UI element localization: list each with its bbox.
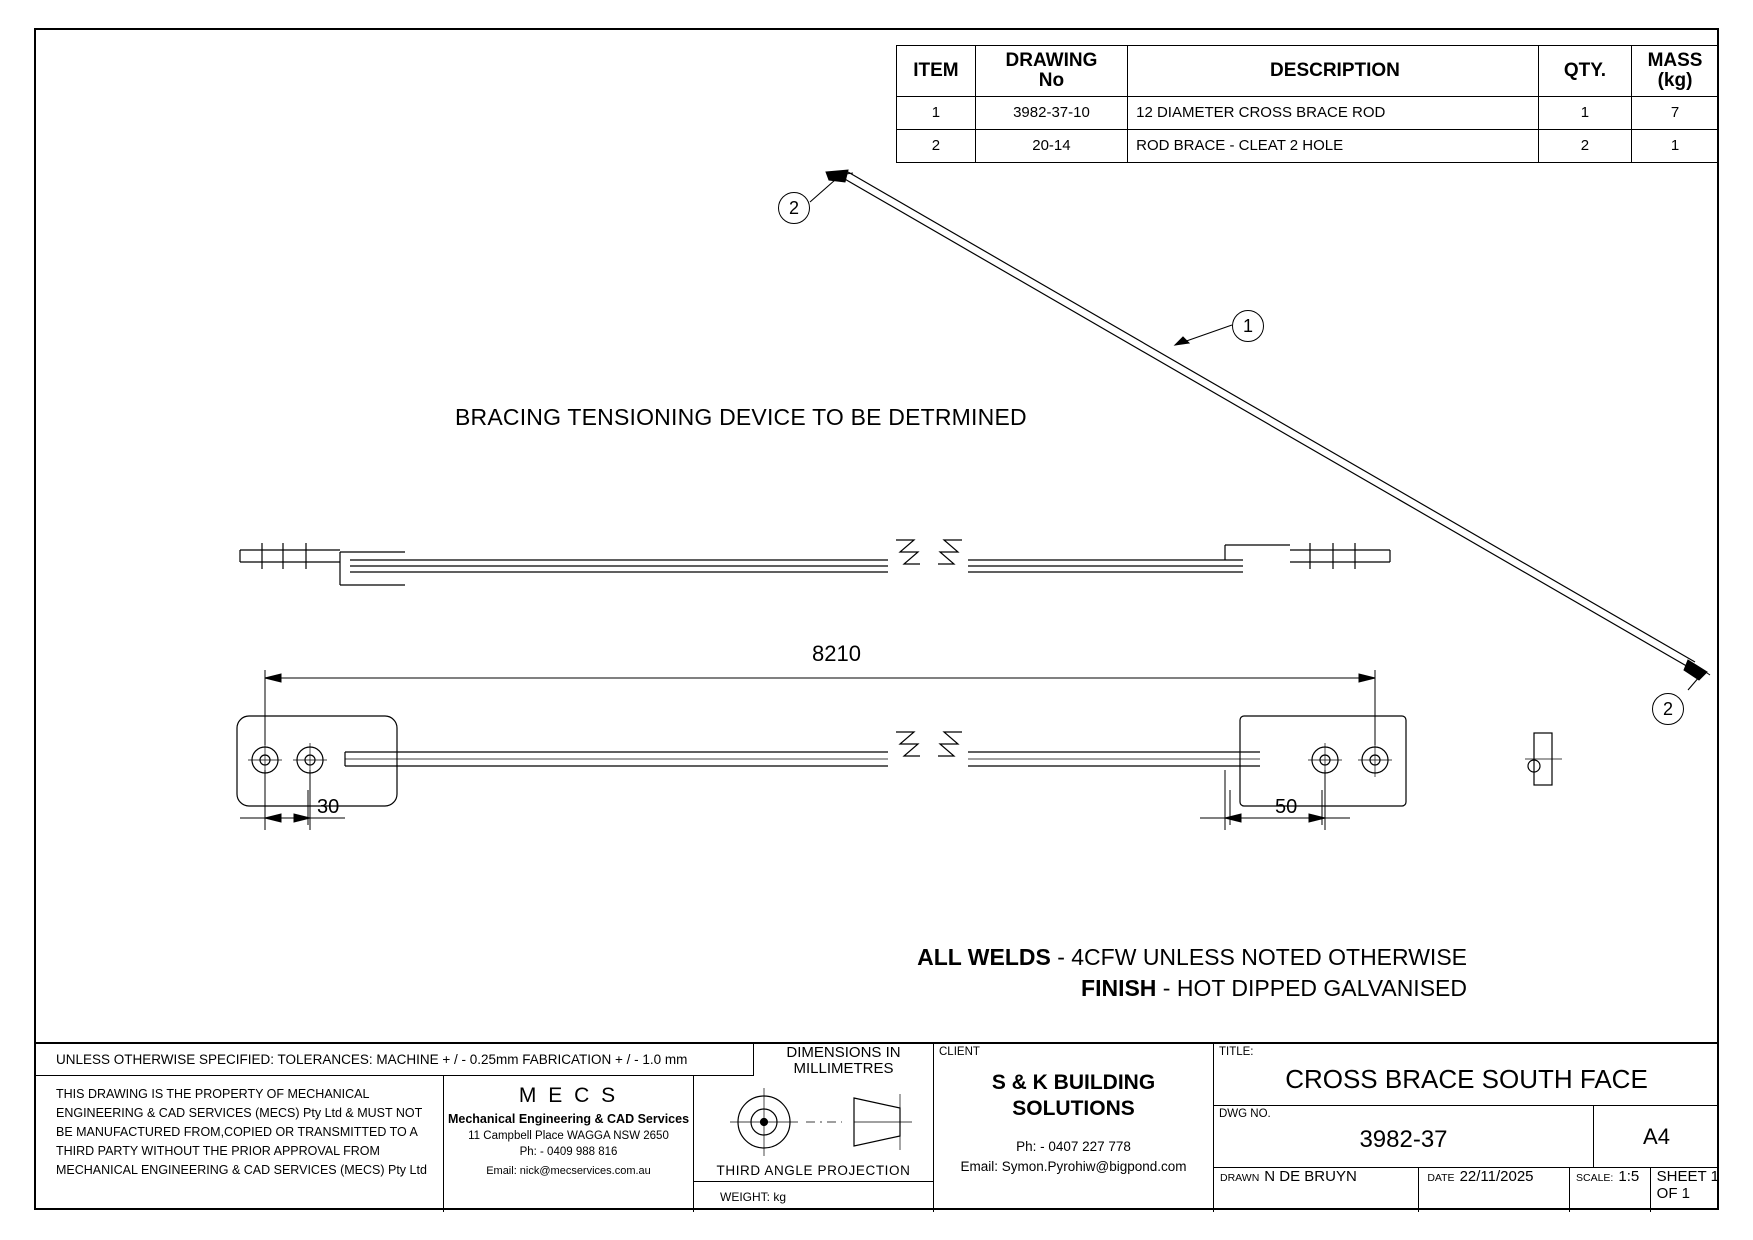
dwg-no-label: DWG NO. xyxy=(1219,1108,1271,1120)
weld-note-bold: ALL WELDS xyxy=(917,944,1051,970)
cell-qty: 1 xyxy=(1538,96,1631,129)
column-header-description: DESCRIPTION xyxy=(1128,46,1539,97)
client-label: CLIENT xyxy=(939,1046,980,1058)
column-header-drawing-line1: DRAWING xyxy=(1005,50,1098,71)
units-line2: MILLIMETRES xyxy=(793,1059,894,1077)
client-name-line2: SOLUTIONS xyxy=(1012,1097,1135,1121)
client-phone: Ph: - 0407 227 778 xyxy=(1016,1138,1131,1154)
sheet-size: A4 xyxy=(1594,1106,1719,1168)
client-name-line1: S & K BUILDING xyxy=(991,1071,1156,1094)
drawing-number-field xyxy=(1214,1106,1594,1168)
drawing-title: CROSS BRACE SOUTH FACE xyxy=(1285,1064,1648,1094)
company-phone: Ph: - 0409 988 816 xyxy=(519,1146,618,1158)
column-header-drawing-no xyxy=(975,46,1127,97)
units-note xyxy=(754,1044,934,1076)
finish-note-rest: - HOT DIPPED GALVANISED xyxy=(1156,975,1467,1002)
title-block xyxy=(34,1042,1719,1210)
sheet-value: SHEET 1 OF 1 xyxy=(1656,1168,1719,1202)
drawn-value: N DE BRUYN xyxy=(1264,1168,1357,1185)
client-block xyxy=(934,1044,1214,1212)
company-email: Email: nick@mecservices.com.au xyxy=(486,1165,651,1177)
bill-of-materials-table xyxy=(896,45,1719,163)
scale-value: 1:5 xyxy=(1618,1168,1640,1185)
finish-note-bold: FINISH xyxy=(1081,975,1157,1002)
units-line1: DIMENSIONS IN xyxy=(786,1044,901,1061)
sheet-border xyxy=(34,28,1719,1210)
weld-note-line xyxy=(917,942,1467,973)
title-label: TITLE: xyxy=(1219,1046,1254,1058)
column-header-mass-line1: MASS xyxy=(1647,50,1703,71)
table-header-row xyxy=(897,46,1719,97)
title-field xyxy=(1214,1044,1719,1106)
cell-description: 12 DIAMETER CROSS BRACE ROD xyxy=(1128,96,1539,129)
column-header-qty: QTY. xyxy=(1538,46,1631,97)
client-email: Email: Symon.Pyrohiw@bigpond.com xyxy=(960,1158,1187,1174)
scale-label: SCALE: xyxy=(1576,1172,1614,1184)
column-header-mass xyxy=(1632,46,1719,97)
table-row xyxy=(897,96,1719,129)
projection-symbol-block xyxy=(694,1076,934,1182)
balloon-item-2-top: 2 xyxy=(778,192,810,224)
scale-field xyxy=(1570,1168,1651,1212)
cell-mass: 1 xyxy=(1632,129,1719,162)
projection-label: THIRD ANGLE PROJECTION xyxy=(716,1163,911,1178)
date-label: DATE xyxy=(1427,1172,1455,1184)
column-header-item: ITEM xyxy=(897,46,976,97)
column-header-drawing-line2: No xyxy=(1038,69,1065,91)
revision-row xyxy=(1214,1168,1719,1212)
cell-description: ROD BRACE - CLEAT 2 HOLE xyxy=(1128,129,1539,162)
date-value: 22/11/2025 xyxy=(1459,1168,1534,1185)
dimension-left-hole-spacing: 30 xyxy=(317,796,340,818)
dimension-right-hole-spacing: 50 xyxy=(1275,796,1298,818)
finish-note-line xyxy=(917,973,1467,1004)
cell-mass: 7 xyxy=(1632,96,1719,129)
weld-and-finish-notes xyxy=(917,942,1467,1004)
company-logo-text: M E C S xyxy=(518,1084,619,1107)
cell-item: 2 xyxy=(897,129,976,162)
sheet-field xyxy=(1651,1168,1719,1212)
client-name xyxy=(934,1070,1213,1123)
column-header-mass-line2: (kg) xyxy=(1657,69,1693,91)
drawn-by-field xyxy=(1214,1168,1419,1212)
cell-drawing-no: 20-14 xyxy=(975,129,1127,162)
drawn-label: DRAWN xyxy=(1220,1172,1260,1184)
balloon-item-2-bottom: 2 xyxy=(1652,693,1684,725)
table-row xyxy=(897,129,1719,162)
cell-drawing-no: 3982-37-10 xyxy=(975,96,1127,129)
company-block xyxy=(444,1076,694,1212)
weight-field: WEIGHT: kg xyxy=(694,1182,934,1212)
cell-item: 1 xyxy=(897,96,976,129)
weld-note-rest: - 4CFW UNLESS NOTED OTHERWISE xyxy=(1050,944,1467,970)
company-address: 11 Campbell Place WAGGA NSW 2650 xyxy=(468,1130,669,1142)
company-full-name: Mechanical Engineering & CAD Services xyxy=(447,1112,690,1126)
dwg-no-value: 3982-37 xyxy=(1359,1126,1448,1153)
property-disclaimer: THIS DRAWING IS THE PROPERTY OF MECHANICAL ENGINEERING & CAD SERVICES (MECS) Pty Ltd & MUST NOT BE MANUFACTURED FROM,COPIED OR TRANSMITTED TO A THIRD PARTY WITHOUT THE PRIOR APPROVAL FROM MECHANICAL ENGINEERING & CAD SERVICES (MECS) Pty Ltd xyxy=(34,1076,444,1212)
dimension-overall-length: 8210 xyxy=(812,641,861,666)
cell-qty: 2 xyxy=(1538,129,1631,162)
balloon-item-1: 1 xyxy=(1232,310,1264,342)
tolerance-note: UNLESS OTHERWISE SPECIFIED: TOLERANCES: MACHINE + / - 0.25mm FABRICATION + / - 1.0 mm xyxy=(34,1044,754,1076)
date-field xyxy=(1419,1168,1570,1212)
third-angle-projection-icon xyxy=(694,1076,934,1176)
bracing-note: BRACING TENSIONING DEVICE TO BE DETRMINED xyxy=(455,404,1027,430)
